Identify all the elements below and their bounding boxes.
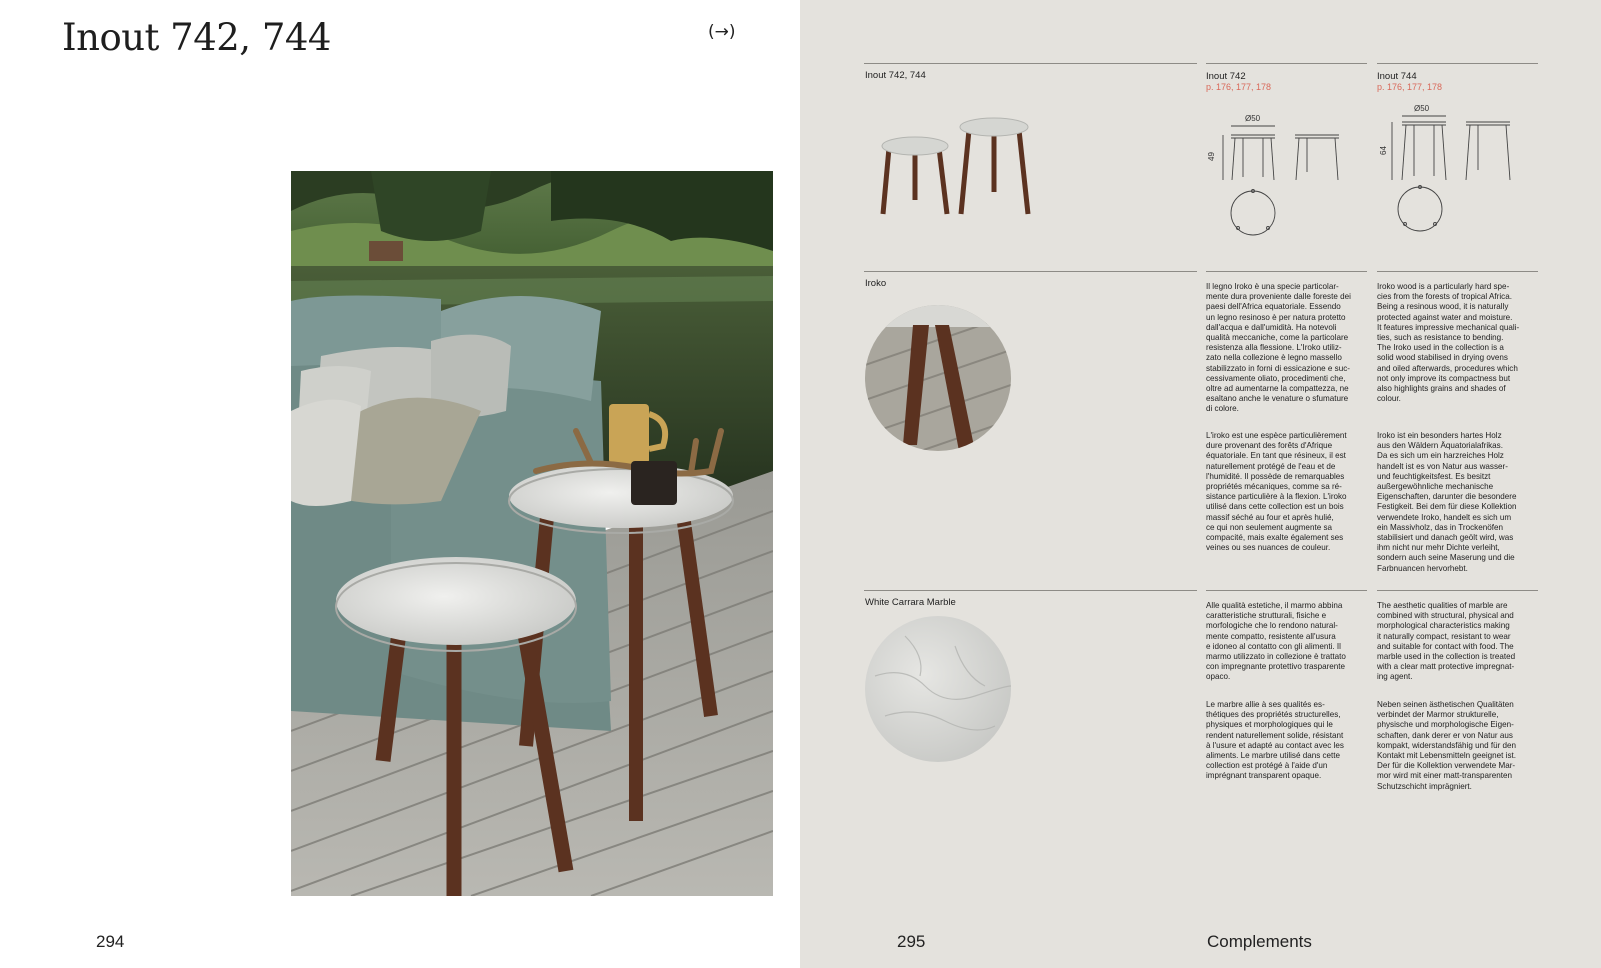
divider: [1377, 63, 1538, 64]
divider: [1377, 590, 1538, 591]
divider: [864, 63, 1197, 64]
divider: [864, 271, 1197, 272]
model-744-diameter: Ø50: [1414, 104, 1430, 113]
divider: [1377, 271, 1538, 272]
divider: [1206, 271, 1367, 272]
divider: [1206, 63, 1367, 64]
iroko-text-fr: L'iroko est une espèce particulièrement dure provenant des forêts d'Afrique équatoriale. En tant que résineux, il est naturellement protégé de l'eau et de l'humidité. Il possède de remarquables propriétés mécaniques, comme sa ré- sistance particulière à la flexion. L'iroko utilisé dans cette collection est un bois massif séché au four et après hulié, ce qui non seulement augmente sa compacité, mais exalte également ses veines ou ses nuances de couleur.: [1206, 431, 1347, 553]
iroko-swatch: [865, 305, 1011, 451]
model-742-label: Inout 742: [1206, 71, 1246, 82]
section-title: Complements: [1207, 932, 1312, 951]
divider: [864, 590, 1197, 591]
model-744-height: 64: [1378, 146, 1388, 155]
marble-text-fr: Le marbre allie à ses qualités es- thétiques des propriétés structurelles, physiques et morphologiques qui le rendent naturellement solide, résistant à l'usure et adapté au contact avec les aliments. Le marbre utilisé dans cette collection est protégé à l'aide d'un imprégnant transparent opaque.: [1206, 700, 1344, 781]
marble-text-en: The aesthetic qualities of marble are combined with structural, physical and morphological characteristics making it naturally compact, resistant to wear and suitable for contact with food. The marble used in the collection is treated with a clear matt protective impregnat- ing agent.: [1377, 601, 1516, 682]
model-742-technical-drawing: [1215, 122, 1360, 237]
model-744-technical-drawing: [1386, 112, 1531, 237]
right-page: [800, 0, 1601, 968]
iroko-text-de: Iroko ist ein besonders hartes Holz aus den Wäldern Äquatorialafrikas. Da es sich um ein harzreiches Holz handelt ist es von Natur aus wasser- und feuchtigkeitsfest. Es besitzt außergewöhnliche mechanische Eigenschaften, darunter die besondere Festigkeit. Bei dem für diese Kollektion verwendete Iroko, handelt es sich um ein Massivholz, das in Trockenöfen stabilisiert und danach geölt wird, was ihm nicht nur mehr Dichte verleiht, sondern auch seine Maserung und die Farbnuancen hervorhebt.: [1377, 431, 1517, 573]
material-label-iroko: Iroko: [865, 278, 887, 289]
left-page: [0, 0, 800, 968]
model-744-page-ref[interactable]: p. 176, 177, 178: [1377, 82, 1443, 92]
product-photo-tables: [875, 110, 1045, 225]
model-744-label: Inout 744: [1377, 71, 1417, 82]
divider: [1206, 590, 1367, 591]
page-number-left: 294: [96, 932, 125, 951]
lifestyle-photo: [291, 171, 773, 896]
page-number-right: 295: [897, 932, 926, 951]
iroko-text-it: Il legno Iroko è una specie particolar- mente dura proveniente dalle foreste dei paesi dell'Africa equatoriale. Essendo un legno resinoso è per natura protetto dall'acqua e dall'umidità. Ha notevoli qualità meccaniche, come la particolare resistenza alla flessione. L'Iroko utiliz- zato nella collezione è legno massello stabilizzato in forni di essicazione e suc- cessivamente oliato, procedimenti che, oltre ad aumentarne la compattezza, ne esaltano anche le venature o sfumature di colore.: [1206, 282, 1351, 414]
model-742-diameter: Ø50: [1245, 114, 1261, 123]
overview-label: Inout 742, 744: [865, 70, 926, 81]
marble-text-it: Alle qualità estetiche, il marmo abbina caratteristiche strutturali, fisiche e morfologiche che lo rendono natural- mente compatto, resistente all'usura e idoneo al contatto con gli alimenti. Il marmo utilizzato in collezione è trattato con impregnante protettivo trasparente opaco.: [1206, 601, 1346, 682]
model-742-page-ref[interactable]: p. 176, 177, 178: [1206, 82, 1272, 92]
iroko-text-en: Iroko wood is a particularly hard spe- cies from the forests of tropical Africa. Being a resinous wood, it is naturally protected against water and moisture. It features impressive mechanical quali- ties, such as resistance to bending. The Iroko used in the collection is a solid wood stabilised in drying ovens and oiled afterwards, procedures which not only improve its compactness but also highlights grains and shades of colour.: [1377, 282, 1520, 404]
arrow-right-icon[interactable]: (→): [708, 22, 736, 42]
marble-swatch: [865, 616, 1011, 762]
lake-deck-scene-image: [291, 171, 773, 896]
page-title: Inout 742, 744: [62, 16, 331, 59]
model-742-height: 49: [1206, 152, 1216, 161]
marble-text-de: Neben seinen ästhetischen Qualitäten verbindet der Marmor strukturelle, physische und morphologische Eigen- schaften, dank derer er von Natur aus kompakt, widerstandsfähig und für den Kontakt mit Lebensmitteln geeignet ist. Der für die Kollektion verwendete Mar- mor wird mit einer matt-transparenten Schutzschicht imprägniert.: [1377, 700, 1517, 791]
material-label-marble: White Carrara Marble: [865, 597, 956, 608]
